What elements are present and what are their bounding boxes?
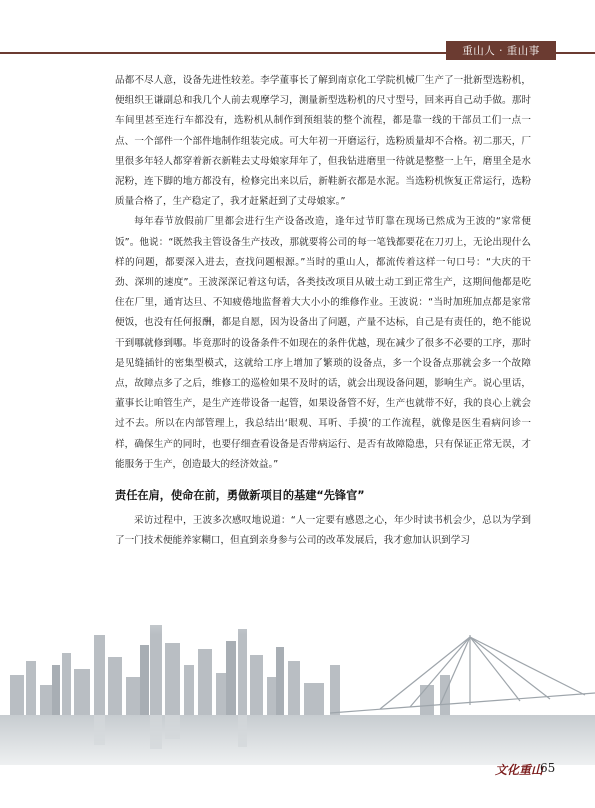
section-heading: 责任在肩，使命在前，勇做新项目的基建“先锋官” xyxy=(115,489,365,503)
page-number: 65 xyxy=(540,761,556,775)
city-skyline-illustration xyxy=(0,565,595,765)
section-tag: 重山人 · 重山事 xyxy=(446,41,556,60)
paragraph: 采访过程中，王波多次感叹地说道：“人一定要有感恩之心，年少时读书机会少，总以为学到了一门技术便能养家糊口，但直到亲身参与公司的改革发展后，我才愈加认识到学习 xyxy=(115,515,531,547)
article-body xyxy=(115,71,531,551)
magazine-logo: 文化重山 xyxy=(495,763,544,777)
paragraph: 每年春节放假前厂里都会进行生产设备改造，逢年过节盯靠在现场已然成为王波的“家常便饭”。他说：“既然我主管设备生产技改，那就要将公司的每一笔钱都要花在刀刃上，无论出现什么样的问题，都要深入进去，查找问题根源。”当时的重山人，都流传着这样一句口号：“大庆的干劲、深圳的速度”。王波深深记着这句话，各类技改项目从破土动工到正常生产，这期间他都是吃住在厂里，通宵达旦、不知疲倦地监督着大大小小的维修作业。王波说：“当时加班加点都是家常便饭，也没有任何报酬，都是自愿，因为设备出了问题，产量不达标，自己是有责任的，绝不能说干到哪就修到哪。毕竟那时的设备条件不如现在的条件优越，现在减少了很多不必要的工序，那时是见缝插针的密集型模式，这就给工序上增加了繁琐的设备点，多一个设备点那就会多一个故障点，故障点多了之后，维修工的巡检如果不及时的话，就会出现设备问题，影响生产。说心里话，董事长让咱管生产，是生产连带设备一起管，如果设备管不好，生产也就带不好，我的良心上就会过不去。所以在内部管理上，我总结出‘眼观、耳听、手摸’的工作流程，就像是医生看病问诊一样，确保生产的同时，也要仔细查看设备是否带病运行、是否有故障隐患，只有保证正常无误，才能服务于生产，创造最大的经济效益。” xyxy=(115,216,531,470)
paragraph: 品都不尽人意，设备先进性较差。李学董事长了解到南京化工学院机械厂生产了一批新型选粉机，便组织王谦副总和我几个人前去观摩学习，测量新型选粉机的尺寸型号，回来再自己动手做。那时车间里甚至连行车都没有，选粉机从制作到预组装的整个流程，都是靠一线的干部员工们一点一点、一个部件一个部件地制作组装完成。可大年初一开磨运行，选粉质量却不合格。初二那天，厂里很多年轻人都穿着新衣新鞋去丈母娘家拜年了，但我钻进磨里一待就是整整一上午，磨里全是水泥粉，连下脚的地方都没有，检修完出来以后，新鞋新衣都是水泥。当选粉机恢复正常运行，选粉质量合格了，生产稳定了，我才赶紧赶到了丈母娘家。” xyxy=(115,75,531,208)
